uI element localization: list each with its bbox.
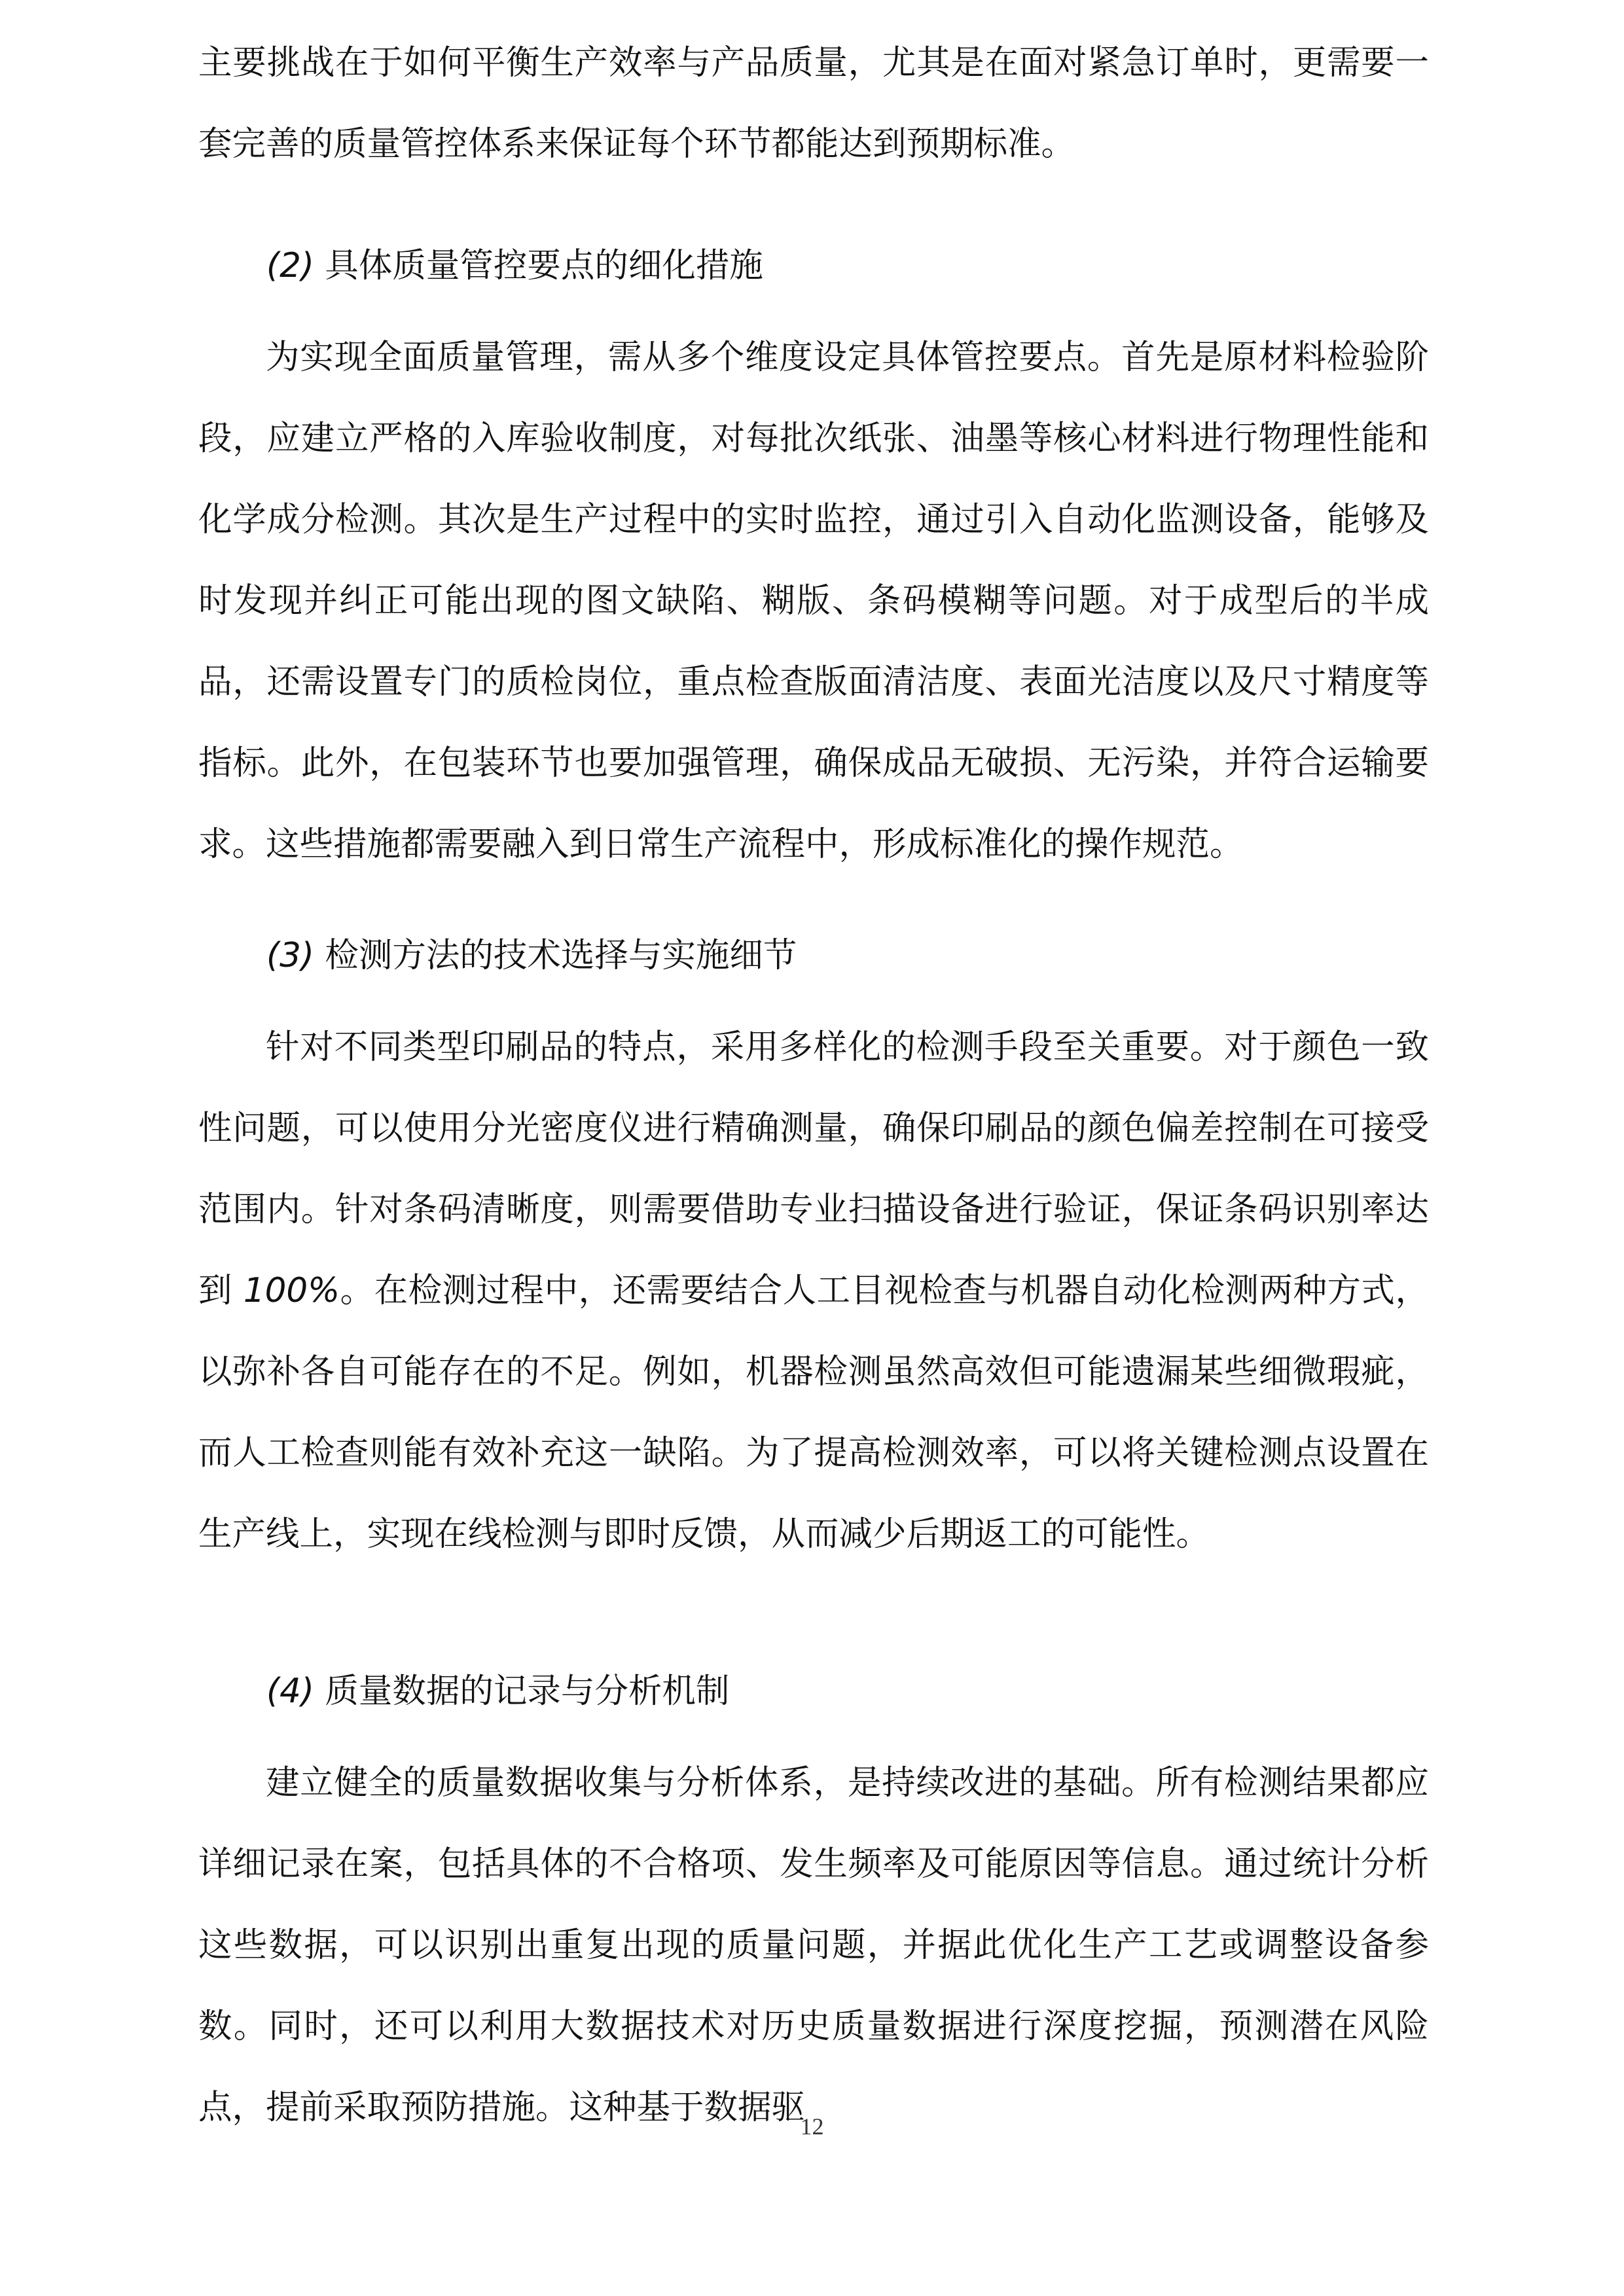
section-number: (3): [266, 936, 314, 975]
section-heading-2: [266, 225, 763, 306]
paragraph-text: 针对不同类型印刷品的特点，采用多样化的检测手段至关重要。对于颜色一致性问题，可以使用分光密度仪进行精确测量，确保印刷品的颜色偏差控制在可接受范围内。针对条码清晰度，则需要借助专业扫描设备进行验证，保证条码识别率达到: [198, 1028, 1429, 1310]
section-title: 质量数据的记录与分析机制: [325, 1672, 730, 1711]
paragraph-control-points: 为实现全面质量管理，需从多个维度设定具体管控要点。首先是原材料检验阶段，应建立严格的入库验收制度，对每批次纸张、油墨等核心材料进行物理性能和化学成分检测。其次是生产过程中的实时监控，通过引入自动化监测设备，能够及时发现并纠正可能出现的图文缺陷、糊版、条码模糊等问题。对于成型后的半成品，还需设置专门的质检岗位，重点检查版面清洁度、表面光洁度以及尺寸精度等指标。此外，在包装环节也要加强管理，确保成品无破损、无污染，并符合运输要求。这些措施都需要融入到日常生产流程中，形成标准化的操作规范。: [198, 338, 1429, 864]
paragraph-detection-methods: [198, 1007, 1429, 1575]
paragraph-text: 。在检测过程中，还需要结合人工目视检查与机器自动化检测两种方式，以弥补各自可能存在的不足。例如，机器检测虽然高效但可能遗漏某些细微瑕疵，而人工检查则能有效补充这一缺陷。为了提高检测效率，可以将关键检测点设置在生产线上，实现在线检测与即时反馈，从而减少后期返工的可能性。: [198, 1271, 1429, 1554]
section-number: (2): [266, 246, 314, 285]
section-number: (4): [266, 1672, 314, 1711]
paragraph-quality-data: 建立健全的质量数据收集与分析体系，是持续改进的基础。所有检测结果都应详细记录在案，包括具体的不合格项、发生频率及可能原因等信息。通过统计分析这些数据，可以识别出重复出现的质量问题，并据此优化生产工艺或调整设备参数。同时，还可以利用大数据技术对历史质量数据进行深度挖掘，预测潜在风险点，提前采取预防措施。这种基于数据驱: [198, 1763, 1429, 2127]
section-heading-4: [266, 1651, 729, 1732]
section-title: 检测方法的技术选择与实施细节: [325, 936, 797, 975]
paragraph-intro-continued: 主要挑战在于如何平衡生产效率与产品质量，尤其是在面对紧急订单时，更需要一套完善的质量管控体系来保证每个环节都能达到预期标准。: [198, 43, 1429, 164]
page-number: 12: [800, 2113, 824, 2140]
section-title: 具体质量管控要点的细化措施: [325, 246, 763, 285]
section-heading-3: [266, 915, 797, 996]
recognition-rate-value: 100%: [243, 1271, 340, 1310]
